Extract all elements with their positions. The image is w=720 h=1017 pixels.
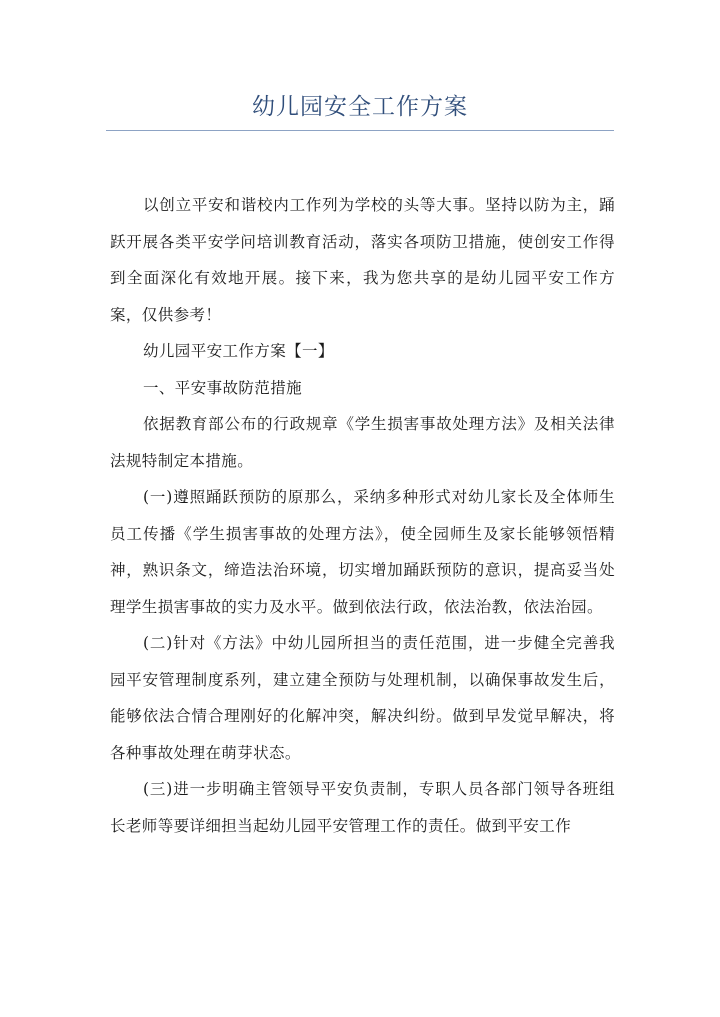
body-paragraph: (二)针对《方法》中幼儿园所担当的责任范围，进一步健全完善我园平安管理制度系列，建立建全预防与处理机制，以确保事故发生后，能够依法合情合理刚好的化解冲突，解决纠纷。做到早发觉早解决，将各种事故处理在萌芽状态。	[110, 634, 615, 762]
body-paragraph: (一)遵照踊跃预防的原那么，采纳多种形式对幼儿家长及全体师生员工传播《学生损害事故的处理方法》，使全园师生及家长能够领悟精神，熟识条文，缔造法治环境，切实增加踊跃预防的意识，提高妥当处理学生损害事故的实力及水平。做到依法行政，依法治教，依法治园。	[110, 488, 615, 616]
section-heading: 幼儿园平安工作方案【一】	[143, 342, 334, 360]
intro-paragraph: 以创立平安和谐校内工作列为学校的头等大事。坚持以防为主，踊跃开展各类平安学问培训教育活动，落实各项防卫措施，使创安工作得到全面深化有效地开展。接下来，我为您共享的是幼儿园平安工作方案，仅供参考！	[110, 196, 615, 324]
body-paragraph: (三)进一步明确主管领导平安负责制，专职人员各部门领导各班组长老师等要详细担当起幼儿园平安管理工作的责任。做到平安工作	[110, 780, 615, 835]
document-title: 幼儿园安全工作方案	[252, 94, 468, 120]
body-paragraph: 依据教育部公布的行政规章《学生损害事故处理方法》及相关法律法规特制定本措施。	[110, 415, 615, 470]
subsection-heading: 一、平安事故防范措施	[143, 378, 303, 397]
title-underline	[106, 130, 614, 131]
document-body	[110, 187, 615, 844]
